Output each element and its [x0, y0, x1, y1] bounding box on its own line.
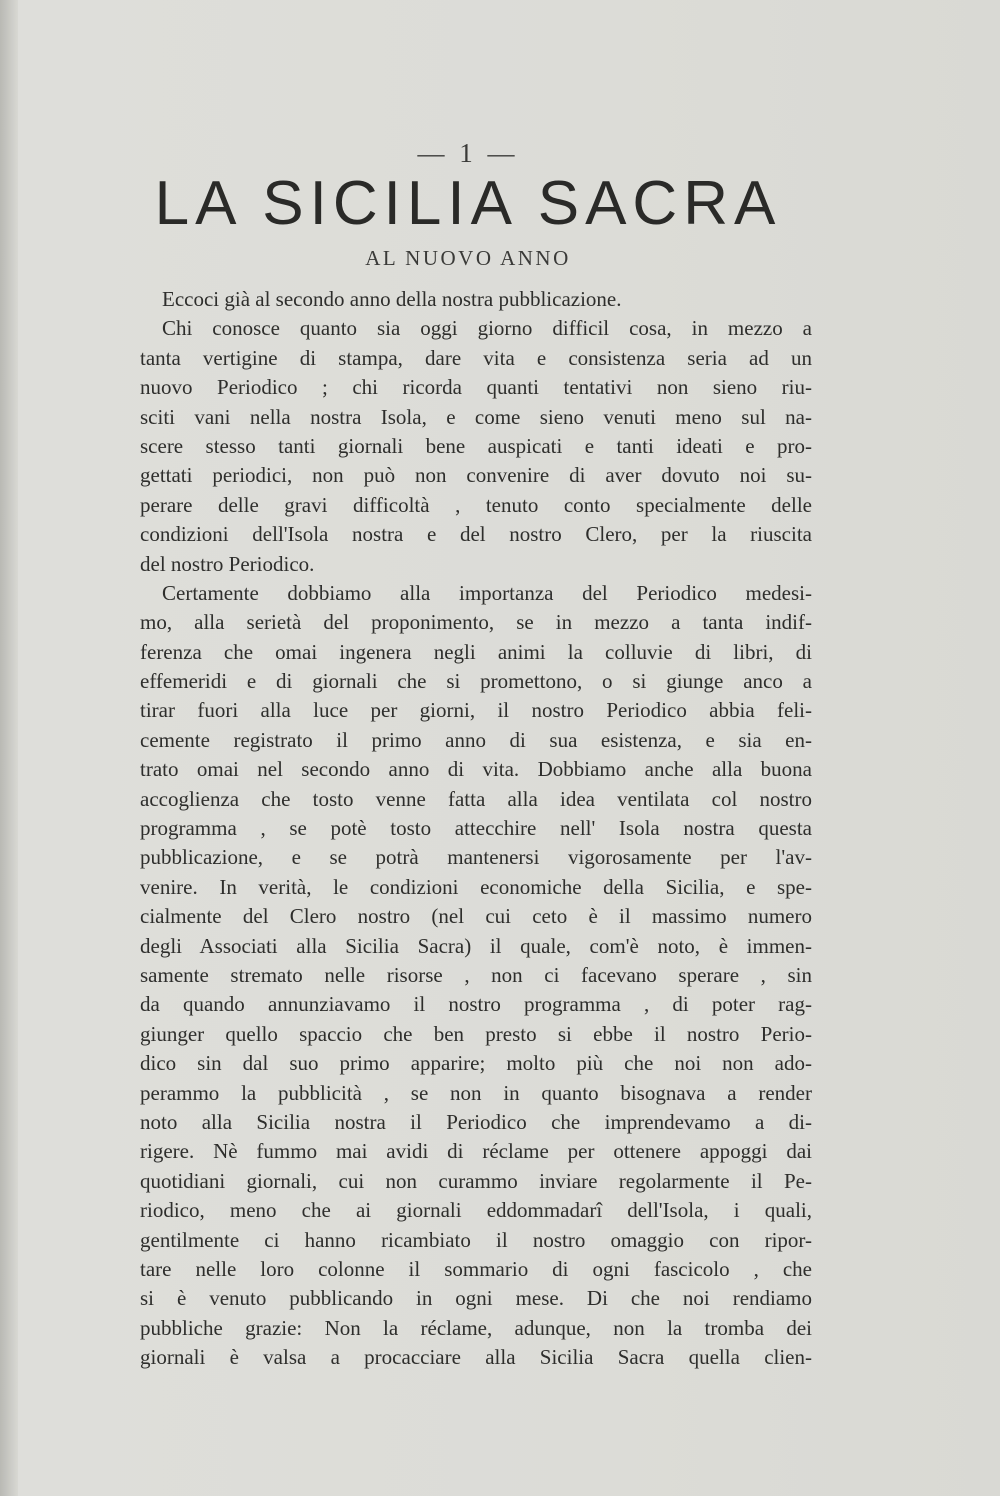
text-line: scere stesso tanti giornali bene auspicati e tanti ideati e pro-: [140, 433, 812, 458]
text-line: riodico, meno che ai giornali eddommadarî dell'Isola, i quali,: [140, 1198, 812, 1223]
text-line: da quando annunziavamo il nostro programma , di poter rag-: [140, 992, 812, 1017]
text-line: tare nelle loro colonne il sommario di ogni fascicolo , che: [140, 1256, 812, 1281]
text-line: condizioni dell'Isola nostra e del nostro Clero, per la riuscita: [140, 522, 812, 547]
text-line: del nostro Periodico.: [140, 551, 315, 576]
text-line: programma , se potè tosto attecchire nell' Isola nostra questa: [140, 816, 812, 841]
text-line: samente stremato nelle risorse , non ci facevano sperare , sin: [140, 962, 812, 987]
text-line: sciti vani nella nostra Isola, e come sieno venuti meno sul na-: [140, 404, 812, 429]
text-line: degli Associati alla Sicilia Sacra) il quale, com'è noto, è immen-: [140, 933, 812, 958]
page-number: — 1 —: [417, 138, 519, 168]
text-line: accoglienza che tosto venne fatta alla idea ventilata col nostro: [140, 786, 812, 811]
text-line: pubbliche grazie: Non la réclame, adunque, non la tromba dei: [140, 1315, 812, 1340]
text-line: tanta vertigine di stampa, dare vita e consistenza seria ad un: [140, 345, 812, 370]
text-line: giunger quello spaccio che ben presto si ebbe il nostro Perio-: [140, 1021, 812, 1046]
text-line: Chi conosce quanto sia oggi giorno difficil cosa, in mezzo a: [162, 316, 812, 341]
text-line: mo, alla serietà del proponimento, se in mezzo a tanta indif-: [140, 610, 812, 635]
text-line: ferenza che omai ingenera negli animi la colluvie di libri, di: [140, 639, 812, 664]
text-line: perammo la pubblicità , se non in quanto bisognava a render: [140, 1080, 812, 1105]
text-line: noto alla Sicilia nostra il Periodico che imprendevamo a di-: [140, 1109, 812, 1134]
text-line: nuovo Periodico ; chi ricorda quanti tentativi non sieno riu-: [140, 375, 812, 400]
text-line: giornali è valsa a procacciare alla Sicilia Sacra quella clien-: [140, 1345, 812, 1370]
text-line: cemente registrato il primo anno di sua esistenza, e sia en-: [140, 727, 812, 752]
text-line: gettati periodici, non può non convenire di aver dovuto noi su-: [140, 463, 812, 488]
article-subtitle: AL NUOVO ANNO: [365, 246, 571, 270]
text-line: Eccoci già al secondo anno della nostra pubblicazione.: [162, 287, 622, 311]
text-line: pubblicazione, e se potrà mantenersi vigorosamente per l'av-: [140, 845, 812, 870]
text-line: Certamente dobbiamo alla importanza del Periodico medesi-: [162, 580, 812, 605]
text-line: si è venuto pubblicando in ogni mese. Di che noi rendiamo: [140, 1286, 812, 1311]
article-title: LA SICILIA SACRA: [154, 169, 782, 238]
text-line: trato omai nel secondo anno di vita. Dobbiamo anche alla buona: [140, 757, 812, 782]
text-line: perare delle gravi difficoltà , tenuto conto specialmente delle: [140, 492, 812, 517]
text-line: dico sin dal suo primo apparire; molto più che noi non ado-: [140, 1051, 812, 1076]
text-line: venire. In verità, le condizioni economiche della Sicilia, e spe-: [140, 874, 812, 899]
text-line: gentilmente ci hanno ricambiato il nostro omaggio con ripor-: [140, 1227, 812, 1252]
text-line: tirar fuori alla luce per giorni, il nostro Periodico abbia feli-: [140, 698, 812, 723]
article-body: [140, 285, 812, 1372]
text-line: quotidiani giornali, cui non curammo inviare regolarmente il Pe-: [140, 1168, 812, 1193]
text-line: cialmente del Clero nostro (nel cui ceto è il massimo numero: [140, 904, 812, 929]
text-line: effemeridi e di giornali che si promettono, o si giunge anco a: [140, 669, 812, 694]
text-line: rigere. Nè fummo mai avidi di réclame per ottenere appoggi dai: [140, 1139, 812, 1164]
